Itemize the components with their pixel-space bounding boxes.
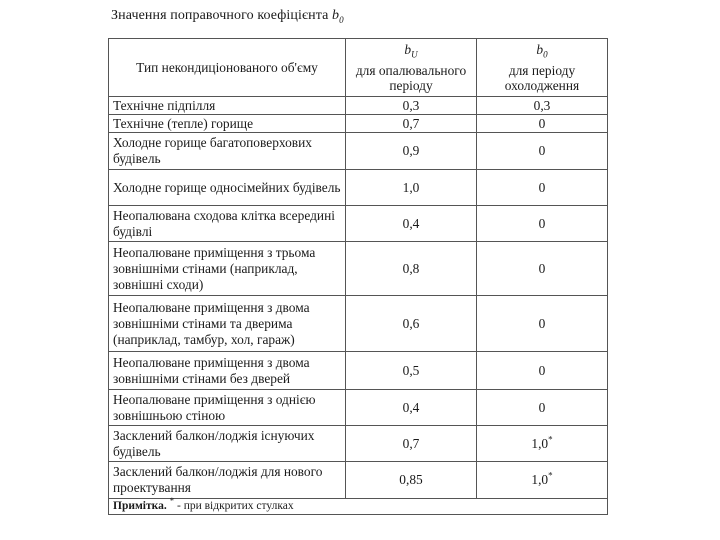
row-type: Холодне горище багатоповерхових будівель [109,133,346,170]
row-cooling: 1,0* [477,462,608,499]
header-heating [346,39,477,97]
row-cooling: 0 [477,242,608,296]
header-heating-text: для опалювального періоду [355,62,467,93]
note-row [109,499,608,515]
row-type: Засклений балкон/лоджія для нового проектування [109,462,346,499]
row-type: Неопалюване приміщення з однією зовнішньою стіною [109,390,346,426]
row-heating: 0,7 [346,426,477,462]
row-heating: 0,5 [346,352,477,390]
header-row [109,39,608,97]
header-cooling [477,39,608,97]
table-row [109,462,608,499]
row-heating: 0,7 [346,115,477,133]
row-type: Технічне підпілля [109,97,346,115]
header-heating-symbol: $b_U$ [404,42,418,60]
row-heating: 0,6 [346,296,477,352]
row-cooling: 0 [477,170,608,206]
row-heating: 1,0 [346,170,477,206]
row-type: Неопалюване приміщення з двома зовнішніми стінами та дверима (наприклад, тамбур, хол, гараж) [109,296,346,352]
row-type: Неопалювана сходова клітка всередині будівлі [109,206,346,242]
table-row [109,133,608,170]
row-type: Неопалюване приміщення з трьома зовнішніми стінами (наприклад, зовнішні сходи) [109,242,346,296]
table-row [109,352,608,390]
table-row [109,390,608,426]
row-heating: 0,85 [346,462,477,499]
row-heating: 0,9 [346,133,477,170]
table-title [111,8,344,25]
table-row [109,242,608,296]
note-star: * [169,496,175,507]
row-type: Засклений балкон/лоджія існуючих будівель [109,426,346,462]
table-row [109,97,608,115]
header-cooling-symbol: $b_0$ [536,42,548,60]
coefficient-table [108,38,608,515]
row-cooling: 0 [477,133,608,170]
note-label: Примітка. [113,500,167,512]
title-symbol: $b_0$ [332,8,344,25]
row-heating: 0,8 [346,242,477,296]
row-cooling: 0 [477,115,608,133]
row-cooling: 1,0* [477,426,608,462]
row-cooling: 0 [477,390,608,426]
header-type: Тип некондиціонованого об'єму [109,39,346,97]
header-cooling-text: для періоду охолодження [504,62,580,93]
note-text: - при відкритих стулках [176,500,294,512]
table-row [109,115,608,133]
table-note [109,496,608,515]
row-heating: 0,4 [346,390,477,426]
row-heating: 0,4 [346,206,477,242]
row-heating: 0,3 [346,97,477,115]
row-cooling: 0,3 [477,97,608,115]
row-cooling: 0 [477,206,608,242]
table-row [109,296,608,352]
table-row [109,206,608,242]
row-type: Неопалюване приміщення з двома зовнішніми стінами без дверей [109,352,346,390]
table-title-text: Значення поправочного коефіцієнта [111,8,329,23]
row-cooling: 0 [477,296,608,352]
table-row [109,170,608,206]
table-row [109,426,608,462]
row-type: Холодне горище односімейних будівель [109,170,346,206]
row-cooling: 0 [477,352,608,390]
row-type: Технічне (тепле) горище [109,115,346,133]
